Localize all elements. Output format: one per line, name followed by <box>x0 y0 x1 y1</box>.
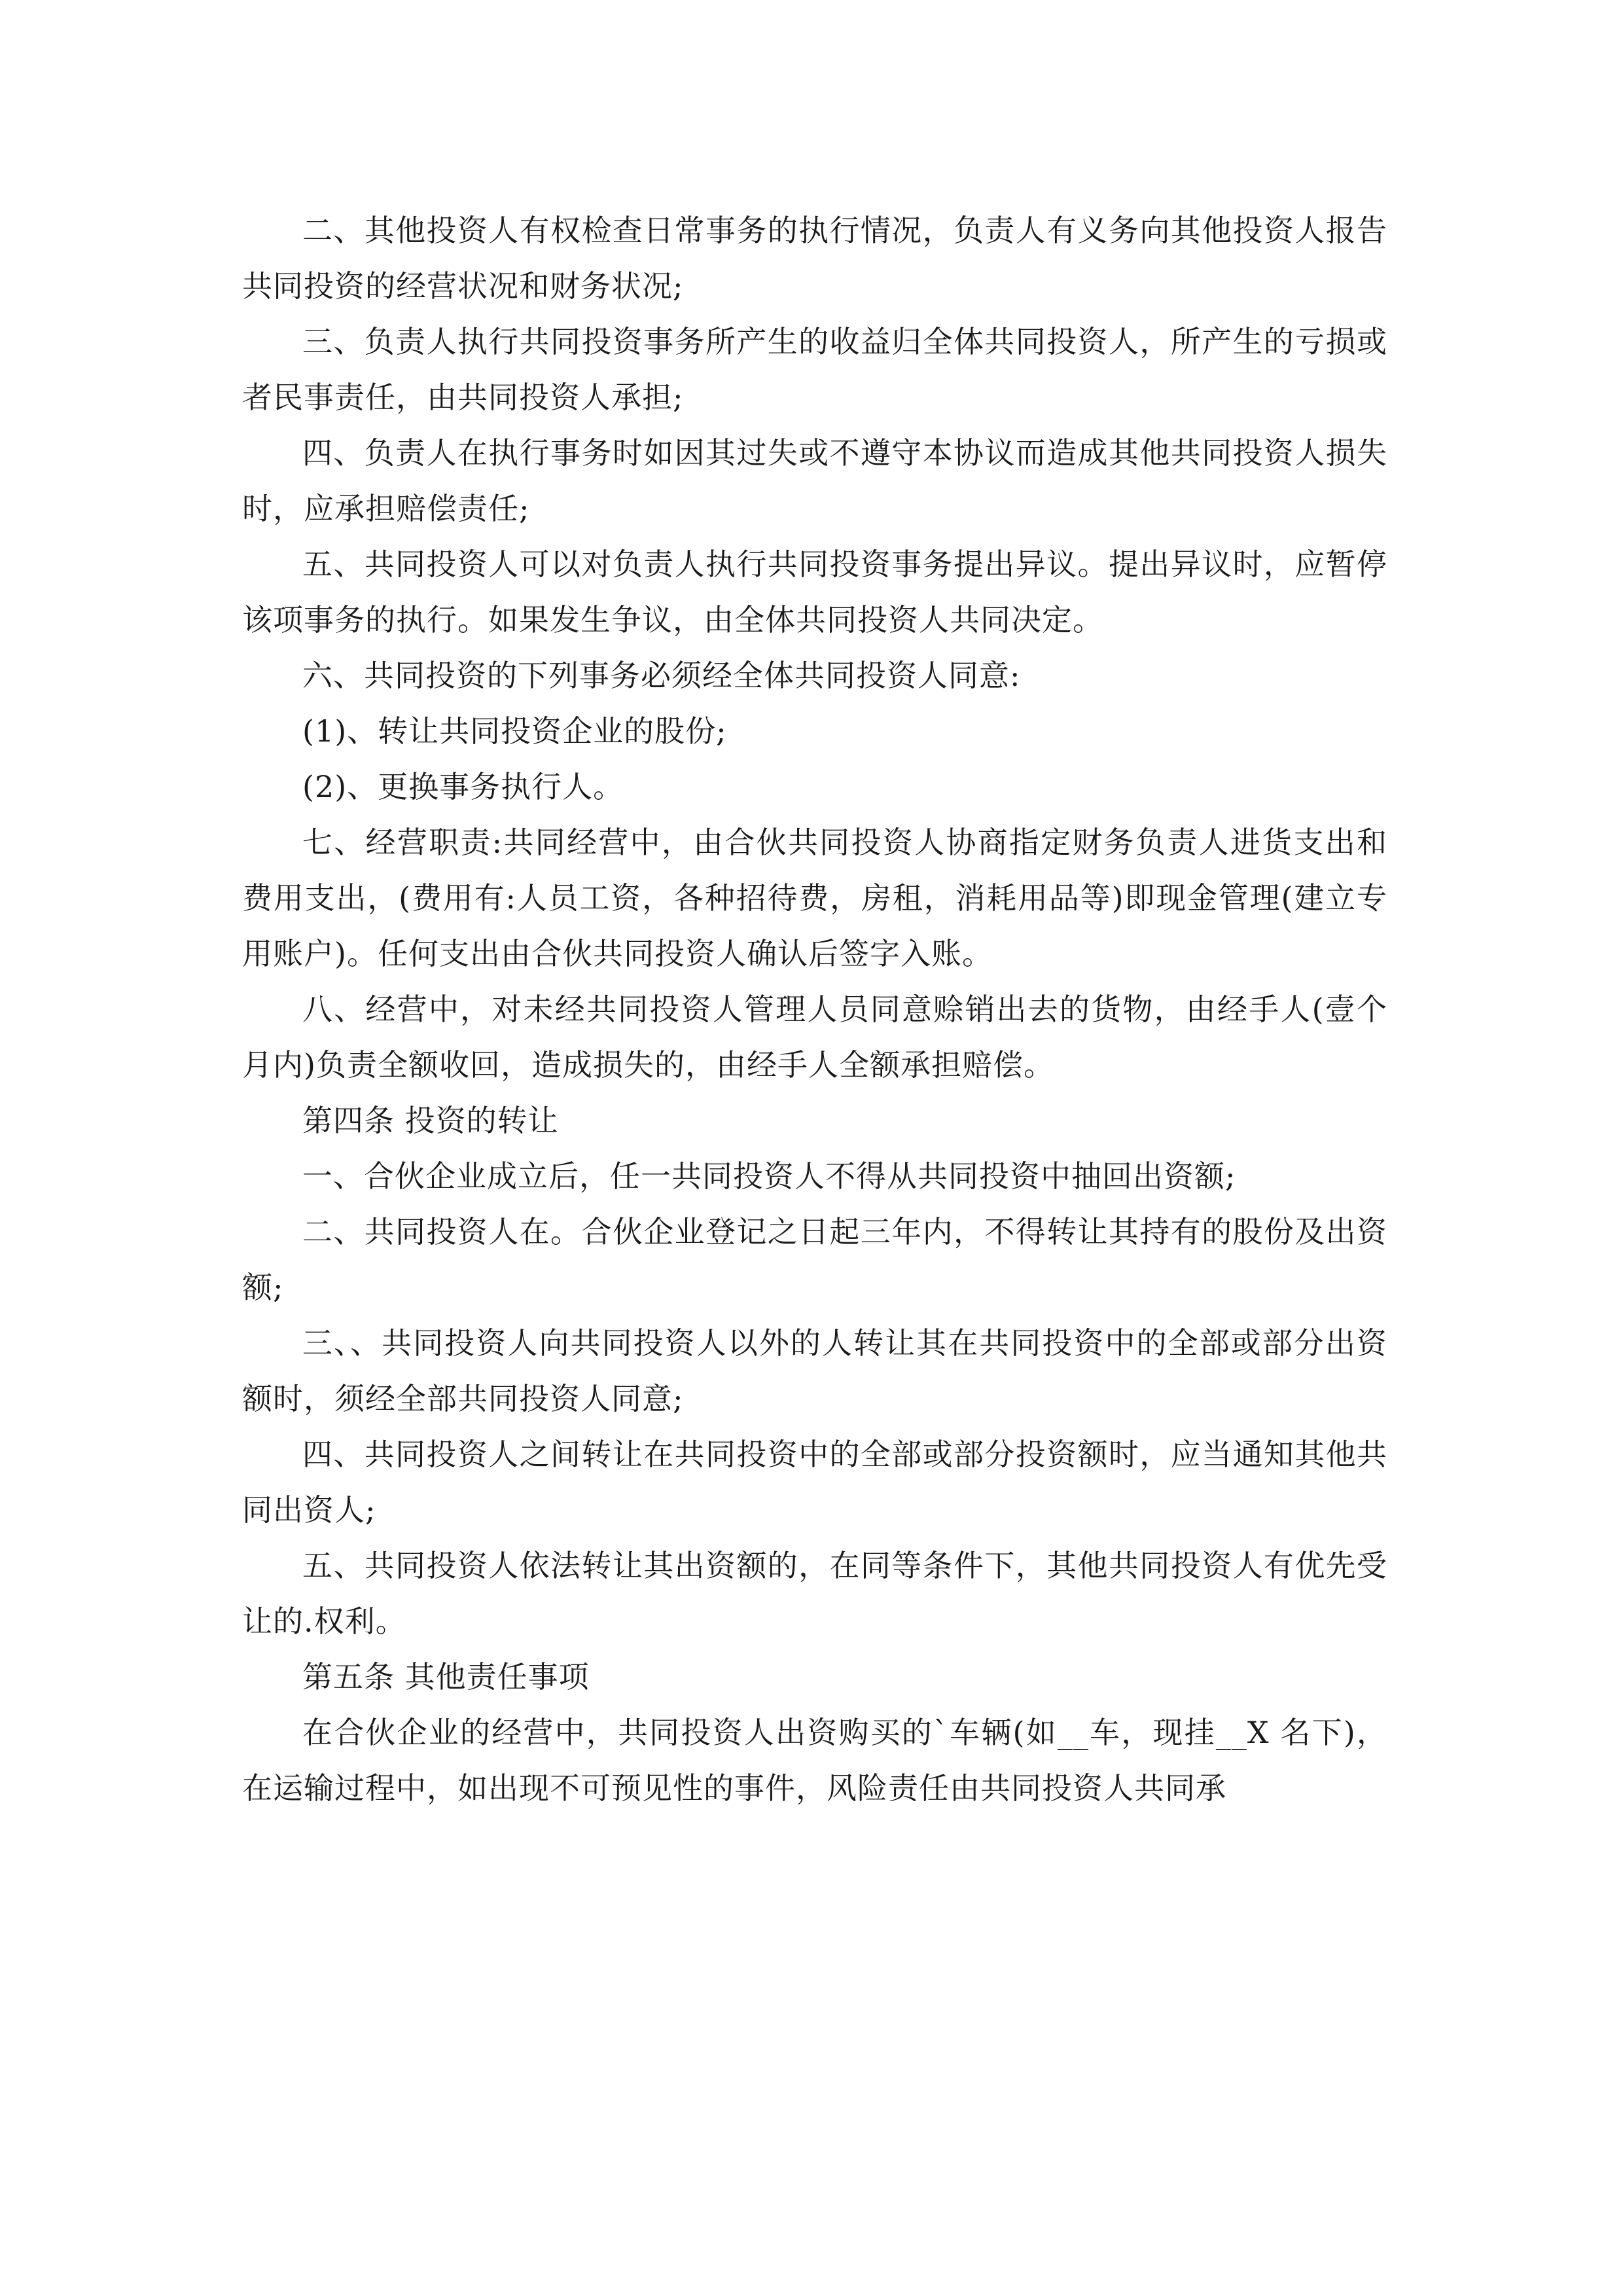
paragraph-clause-5: 五、共同投资人可以对负责人执行共同投资事务提出异议。提出异议时，应暂停该项事务的执行。如果发生争议，由全体共同投资人共同决定。 <box>242 547 1387 637</box>
paragraph-transfer-3: 三、、共同投资人向共同投资人以外的人转让其在共同投资中的全部或部分出资额时，须经全部共同投资人同意; <box>242 1325 1387 1416</box>
section-heading-article-5: 第五条 其他责任事项 <box>302 1659 590 1695</box>
document-body <box>242 203 1387 1816</box>
paragraph-item-1: (1)、转让共同投资企业的股份; <box>302 713 727 749</box>
section-heading-article-4: 第四条 投资的转让 <box>302 1103 559 1138</box>
paragraph-clause-6: 六、共同投资的下列事务必须经全体共同投资人同意: <box>302 658 1021 693</box>
paragraph-transfer-2: 二、共同投资人在。合伙企业登记之日起三年内，不得转让其持有的股份及出资额; <box>242 1214 1387 1305</box>
paragraph-other-liability: 在合伙企业的经营中，共同投资人出资购买的`车辆(如__车，现挂__X 名下)，在运输过程中，如出现不可预见性的事件，风险责任由共同投资人共同承 <box>242 1715 1387 1806</box>
paragraph-clause-7: 七、经营职责:共同经营中，由合伙共同投资人协商指定财务负责人进货支出和费用支出，(费用有:人员工资，各种招待费，房租，消耗用品等)即现金管理(建立专用账户)。任何支出由合伙共同投资人确认后签字入账。 <box>242 825 1387 971</box>
paragraph-clause-8: 八、经营中，对未经共同投资人管理人员同意赊销出去的货物，由经手人(壹个月内)负责全额收回，造成损失的，由经手人全额承担赔偿。 <box>242 992 1387 1083</box>
paragraph-transfer-1: 一、合伙企业成立后，任一共同投资人不得从共同投资中抽回出资额; <box>302 1158 1236 1194</box>
paragraph-transfer-4: 四、共同投资人之间转让在共同投资中的全部或部分投资额时，应当通知其他共同出资人; <box>242 1437 1387 1528</box>
paragraph-item-2: (2)、更换事务执行人。 <box>302 769 624 804</box>
paragraph-clause-4: 四、负责人在执行事务时如因其过失或不遵守本协议而造成其他共同投资人损失时，应承担赔偿责任; <box>242 435 1387 526</box>
paragraph-clause-2: 二、其他投资人有权检查日常事务的执行情况，负责人有义务向其他投资人报告共同投资的经营状况和财务状况; <box>242 213 1387 304</box>
paragraph-transfer-5: 五、共同投资人依法转让其出资额的，在同等条件下，其他共同投资人有优先受让的.权利。 <box>242 1548 1387 1639</box>
paragraph-clause-3: 三、负责人执行共同投资事务所产生的收益归全体共同投资人，所产生的亏损或者民事责任，由共同投资人承担; <box>242 324 1387 415</box>
